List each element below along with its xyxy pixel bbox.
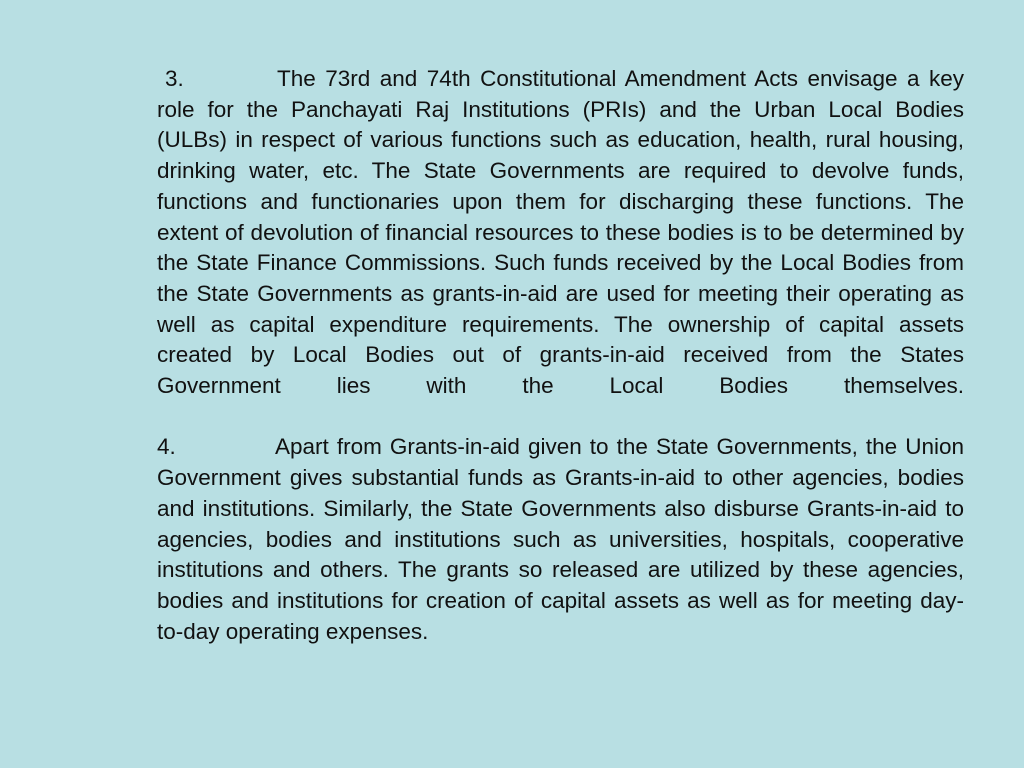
- paragraph-4: [157, 432, 964, 647]
- paragraph-number: 3.: [165, 66, 184, 91]
- paragraph-3: [157, 64, 964, 402]
- paragraph-number: 4.: [157, 434, 176, 460]
- paragraph-text: Apart from Grants-in-aid given to the State Governments, the Union Government gives substantial funds as Grants-in-aid to other agencies, bodies and institutions. Similarly, the State Governments also disburse Grants-in-aid to agencies, bodies and institutions such as universities, hospitals, cooperative institutions and others. The grants so released are utilized by these agencies, bodies and institutions for creation of capital assets as well as for meeting day-to-day operating expenses.: [157, 434, 964, 644]
- paragraph-text: The 73rd and 74th Constitutional Amendment Acts envisage a key role for the Panchayati Raj Institutions (PRIs) and the Urban Local Bodies (ULBs) in respect of various functions such as education, health, rural housing, drinking water, etc. The State Governments are required to devolve funds, functions and functionaries upon them for discharging these functions. The extent of devolution of financial resources to these bodies is to be determined by the State Finance Commissions. Such funds received by the Local Bodies from the State Governments as grants-in-aid are used for meeting their operating as well as capital expenditure requirements. The ownership of capital assets created by Local Bodies out of grants-in-aid received from the States Government lies with the Local Bodies themselves.: [157, 66, 964, 399]
- paragraph-spacer: [157, 402, 964, 433]
- slide-body: [157, 64, 964, 647]
